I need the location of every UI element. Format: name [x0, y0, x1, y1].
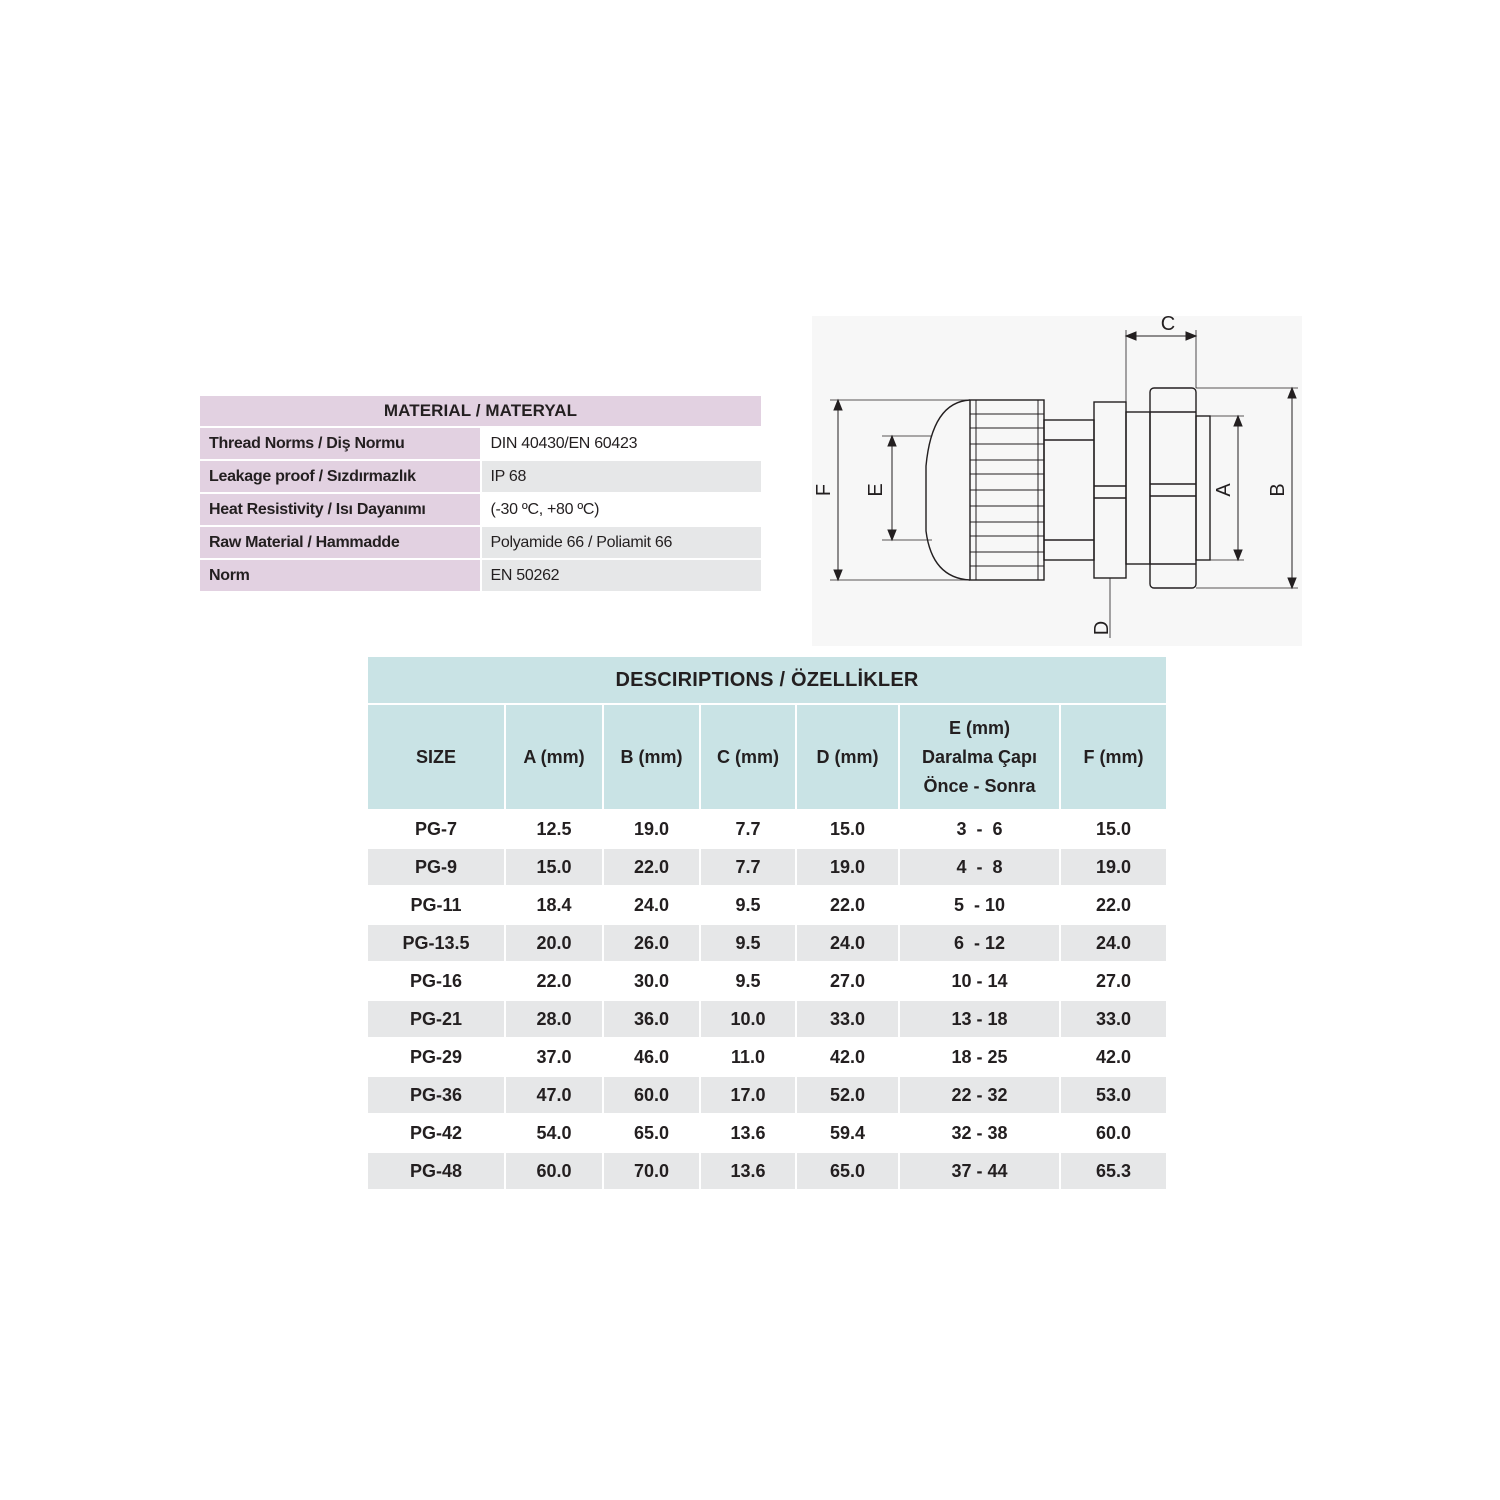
cell-a: 47.0: [505, 1076, 603, 1114]
table-row: [368, 1114, 1166, 1152]
dim-label-a: A: [1213, 483, 1235, 497]
material-label: Thread Norms / Diş Normu: [200, 427, 481, 460]
table-row: [368, 924, 1166, 962]
cell-c: 9.5: [700, 886, 796, 924]
cell-a: 20.0: [505, 924, 603, 962]
dim-label-b: B: [1267, 483, 1289, 497]
cell-f: 53.0: [1060, 1076, 1166, 1114]
cell-b: 65.0: [603, 1114, 700, 1152]
cell-size: PG-9: [368, 848, 505, 886]
material-value: IP 68: [481, 460, 762, 493]
cell-b: 26.0: [603, 924, 700, 962]
cell-c: 7.7: [700, 848, 796, 886]
header-e-line2: Daralma Çapı: [921, 746, 1038, 767]
material-table: [200, 396, 761, 593]
cell-f: 33.0: [1060, 1000, 1166, 1038]
table-row: [368, 1152, 1166, 1189]
cell-e: 18 - 25: [899, 1038, 1060, 1076]
cell-a: 54.0: [505, 1114, 603, 1152]
header-d: D (mm): [796, 704, 899, 810]
dim-label-e: E: [865, 483, 887, 497]
cell-c: 10.0: [700, 1000, 796, 1038]
material-row: [200, 493, 761, 526]
cell-d: 15.0: [796, 810, 899, 848]
header-size: SIZE: [368, 704, 505, 810]
cell-size: PG-21: [368, 1000, 505, 1038]
cell-b: 22.0: [603, 848, 700, 886]
cell-size: PG-48: [368, 1152, 505, 1189]
material-label: Leakage proof / Sızdırmazlık: [200, 460, 481, 493]
cell-b: 30.0: [603, 962, 700, 1000]
cell-e: 6 - 12: [899, 924, 1060, 962]
cell-c: 7.7: [700, 810, 796, 848]
cell-f: 60.0: [1060, 1114, 1166, 1152]
cell-d: 33.0: [796, 1000, 899, 1038]
dim-label-f: F: [813, 483, 835, 497]
header-e-line1: E (mm): [948, 717, 1010, 738]
header-e-line3: Önce - Sonra: [923, 775, 1036, 796]
descriptions-body: [368, 810, 1166, 1189]
cell-size: PG-13.5: [368, 924, 505, 962]
header-f: F (mm): [1060, 704, 1166, 810]
cell-c: 13.6: [700, 1152, 796, 1189]
table-row: [368, 1076, 1166, 1114]
cell-b: 70.0: [603, 1152, 700, 1189]
table-row: [368, 1038, 1166, 1076]
cell-f: 24.0: [1060, 924, 1166, 962]
cell-a: 22.0: [505, 962, 603, 1000]
cell-size: PG-36: [368, 1076, 505, 1114]
descriptions-title: DESCIRIPTIONS / ÖZELLİKLER: [368, 657, 1166, 704]
cell-a: 12.5: [505, 810, 603, 848]
table-row: [368, 886, 1166, 924]
cell-size: PG-29: [368, 1038, 505, 1076]
cell-size: PG-7: [368, 810, 505, 848]
cell-c: 11.0: [700, 1038, 796, 1076]
material-value: Polyamide 66 / Poliamit 66: [481, 526, 762, 559]
cell-d: 19.0: [796, 848, 899, 886]
cell-d: 52.0: [796, 1076, 899, 1114]
material-label: Heat Resistivity / Isı Dayanımı: [200, 493, 481, 526]
cell-d: 42.0: [796, 1038, 899, 1076]
cell-e: 37 - 44: [899, 1152, 1060, 1189]
cell-a: 28.0: [505, 1000, 603, 1038]
cell-e: 13 - 18: [899, 1000, 1060, 1038]
header-b: B (mm): [603, 704, 700, 810]
table-row: [368, 1000, 1166, 1038]
cell-d: 27.0: [796, 962, 899, 1000]
header-e: [899, 704, 1060, 810]
cell-d: 59.4: [796, 1114, 899, 1152]
material-label: Norm: [200, 559, 481, 592]
cell-a: 60.0: [505, 1152, 603, 1189]
cell-c: 9.5: [700, 962, 796, 1000]
material-value: EN 50262: [481, 559, 762, 592]
cell-e: 32 - 38: [899, 1114, 1060, 1152]
cell-b: 46.0: [603, 1038, 700, 1076]
cell-f: 27.0: [1060, 962, 1166, 1000]
cell-c: 17.0: [700, 1076, 796, 1114]
cell-a: 18.4: [505, 886, 603, 924]
cell-e: 22 - 32: [899, 1076, 1060, 1114]
drawing-background: [812, 316, 1302, 646]
cell-size: PG-16: [368, 962, 505, 1000]
cell-d: 22.0: [796, 886, 899, 924]
cell-e: 4 - 8: [899, 848, 1060, 886]
material-label: Raw Material / Hammadde: [200, 526, 481, 559]
cell-d: 24.0: [796, 924, 899, 962]
material-row: [200, 460, 761, 493]
cell-a: 15.0: [505, 848, 603, 886]
cell-f: 19.0: [1060, 848, 1166, 886]
cell-d: 65.0: [796, 1152, 899, 1189]
table-row: [368, 848, 1166, 886]
dim-label-d: D: [1091, 620, 1113, 636]
cell-e: 5 - 10: [899, 886, 1060, 924]
cell-b: 36.0: [603, 1000, 700, 1038]
cell-size: PG-42: [368, 1114, 505, 1152]
cell-b: 60.0: [603, 1076, 700, 1114]
cell-e: 10 - 14: [899, 962, 1060, 1000]
header-c: C (mm): [700, 704, 796, 810]
cell-size: PG-11: [368, 886, 505, 924]
table-row: [368, 810, 1166, 848]
descriptions-header-row: [368, 704, 1166, 810]
header-a: A (mm): [505, 704, 603, 810]
cable-gland-drawing: [812, 316, 1302, 646]
cell-e: 3 - 6: [899, 810, 1060, 848]
cell-c: 13.6: [700, 1114, 796, 1152]
material-row: [200, 559, 761, 592]
material-row: [200, 427, 761, 460]
cell-f: 22.0: [1060, 886, 1166, 924]
material-value: DIN 40430/EN 60423: [481, 427, 762, 460]
cell-f: 42.0: [1060, 1038, 1166, 1076]
cell-b: 24.0: [603, 886, 700, 924]
cell-f: 15.0: [1060, 810, 1166, 848]
cell-a: 37.0: [505, 1038, 603, 1076]
descriptions-table: [368, 657, 1166, 1189]
dim-label-c: C: [1160, 316, 1176, 335]
cell-c: 9.5: [700, 924, 796, 962]
material-row: [200, 526, 761, 559]
material-value: (-30 ºC, +80 ºC): [481, 493, 762, 526]
cell-f: 65.3: [1060, 1152, 1166, 1189]
table-row: [368, 962, 1166, 1000]
material-table-title: MATERIAL / MATERYAL: [200, 396, 761, 427]
cell-b: 19.0: [603, 810, 700, 848]
